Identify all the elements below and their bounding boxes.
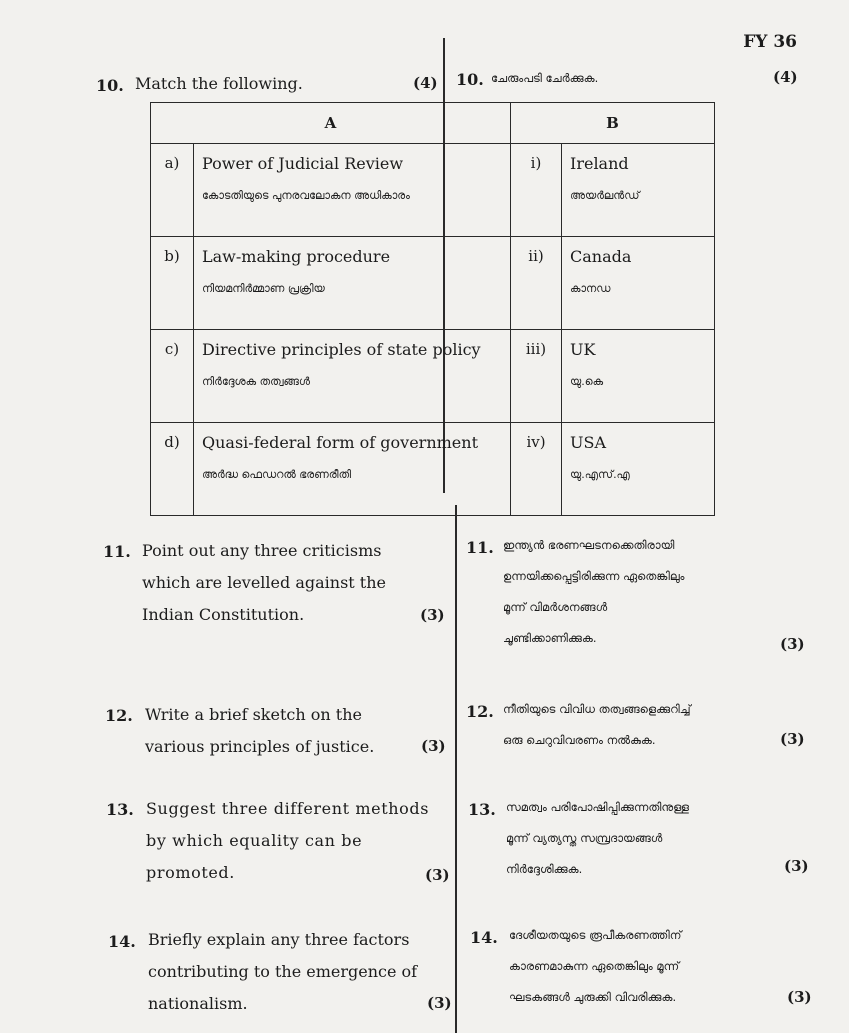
match-table-header (151, 103, 715, 144)
row-roman: i) (511, 144, 562, 237)
row-item-en: Quasi-federal form of government (202, 433, 478, 452)
q11-marks-ml: (3) (780, 635, 805, 653)
row-item-ml: നിർദ്ദേശക തത്വങ്ങൾ (202, 375, 310, 388)
q11-text-ml: ഇന്ത്യൻ ഭരണഘടനക്കെതിരായി ഉന്നയിക്കപ്പെട്ടിരിക്കുന്ന ഏതെങ്കിലും മൂന്ന് വിമർശനങ്ങൾ ചൂണ്ടിക്കാണിക്കുക. (503, 538, 685, 645)
column-b-header: B (511, 103, 715, 144)
q13-text-ml: സമത്വം പരിപോഷിപ്പിക്കുന്നതിനുള്ള മൂന്ന് വ്യത്യസ്ത സമ്പ്രദായങ്ങൾ നിർദ്ദേശിക്കുക. (506, 800, 690, 876)
q12-number: 12. (105, 706, 133, 725)
q10-title-ml: ചേരുംപടി ചേർക്കുക. (491, 71, 599, 85)
row-country-en: USA (570, 433, 606, 452)
row-roman: ii) (511, 237, 562, 330)
row-letter: b) (151, 237, 194, 330)
row-letter: c) (151, 330, 194, 423)
column-a-header: A (151, 103, 511, 144)
row-item-ml: നിയമനിർമ്മാണ പ്രക്രിയ (202, 282, 325, 295)
q14-marks-en: (3) (427, 994, 452, 1012)
row-roman: iii) (511, 330, 562, 423)
q10-number: 10. (96, 76, 124, 95)
q13-text-en: Suggest three different methods by which equality can be promoted. (146, 799, 430, 882)
q13-marks-ml: (3) (784, 857, 809, 875)
table-row (151, 330, 715, 423)
row-country-ml: കാനഡ (570, 282, 611, 295)
row-item-ml: അർദ്ധ ഫെഡറൽ ഭരണരീതി (202, 468, 352, 481)
row-letter: d) (151, 423, 194, 516)
q11-number-ml: 11. (466, 538, 494, 557)
q11-marks-en: (3) (420, 606, 445, 624)
q12-text-en: Write a brief sketch on the various principles of justice. (145, 705, 375, 756)
q12-marks-ml: (3) (780, 730, 805, 748)
q11-number: 11. (103, 542, 131, 561)
row-country-en: Canada (570, 247, 632, 266)
q13-number-ml: 13. (468, 800, 496, 819)
q14-text-en: Briefly explain any three factors contributing to the emergence of nationalism. (148, 930, 418, 1013)
match-table (150, 102, 715, 516)
q12-number-ml: 12. (466, 702, 494, 721)
q12-marks-en: (3) (421, 737, 446, 755)
q13-marks-en: (3) (425, 866, 450, 884)
row-country-ml: യു.എസ്.എ (570, 468, 630, 481)
q10-number-ml: 10. (456, 70, 484, 89)
table-row (151, 237, 715, 330)
table-row (151, 144, 715, 237)
column-divider-bottom (455, 505, 457, 1033)
q14-marks-ml: (3) (787, 988, 812, 1006)
q14-number: 14. (108, 932, 136, 951)
q10-marks-en: (4) (413, 74, 438, 92)
q13-number: 13. (106, 800, 134, 819)
q14-text-ml: ദേശീയതയുടെ രൂപീകരണത്തിന് കാരണമാകുന്ന ഏതെങ്കിലും മൂന്ന് ഘടകങ്ങൾ ചുരുക്കി വിവരിക്കുക. (509, 928, 682, 1004)
table-row (151, 423, 715, 516)
row-roman: iv) (511, 423, 562, 516)
page-code: FY 36 (743, 32, 797, 52)
row-item-en: Power of Judicial Review (202, 154, 404, 173)
q10-marks-ml: (4) (773, 68, 798, 86)
q11-text-en: Point out any three criticisms which are levelled against the Indian Constitution. (142, 541, 387, 624)
row-item-en: Directive principles of state policy (202, 340, 481, 359)
row-item-ml: കോടതിയുടെ പുനരവലോകന അധികാരം (202, 189, 410, 202)
row-country-en: Ireland (570, 154, 629, 173)
q10-title-en: Match the following. (135, 74, 303, 93)
row-country-en: UK (570, 340, 596, 359)
row-country-ml: അയർലൻഡ് (570, 189, 640, 202)
q12-text-ml: നീതിയുടെ വിവിധ തത്വങ്ങളെക്കുറിച്ച് ഒരു ചെറുവിവരണം നൽകുക. (503, 702, 691, 747)
q14-number-ml: 14. (470, 928, 498, 947)
row-item-en: Law-making procedure (202, 247, 391, 266)
row-country-ml: യു.കെ (570, 375, 604, 388)
row-letter: a) (151, 144, 194, 237)
